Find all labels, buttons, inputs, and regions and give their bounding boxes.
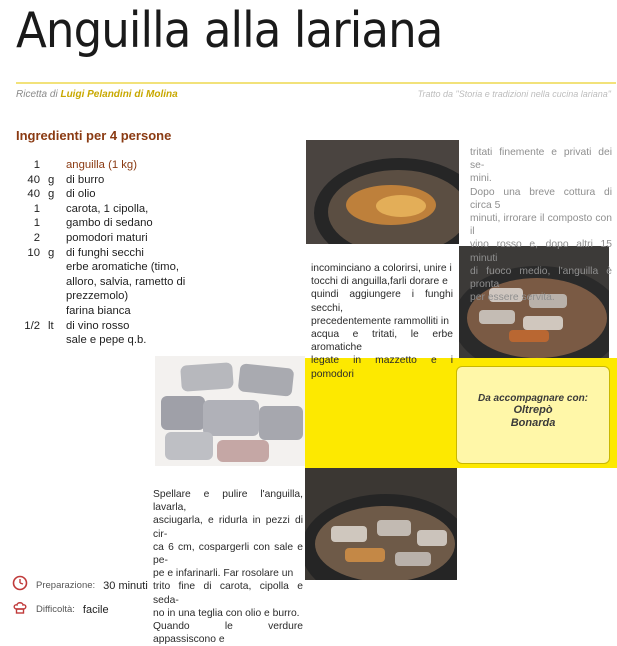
step-2-text xyxy=(311,262,453,381)
clock-icon xyxy=(12,575,28,596)
ingredient-unit xyxy=(48,260,66,275)
ingredient-row xyxy=(8,260,185,275)
pairing-label: Da accompagnare con: xyxy=(477,393,589,404)
step-2-line: precedentemente rammolliti in xyxy=(311,315,449,327)
ingredient-row xyxy=(8,319,185,334)
ingredient-text: erbe aromatiche (timo, xyxy=(66,261,180,274)
step-1-line: trito fine di carota, cipolla e seda- xyxy=(153,581,303,606)
step-3-line: mini. xyxy=(470,173,492,185)
ingredient-row xyxy=(8,289,185,304)
ingredient-text: alloro, salvia, rametto di xyxy=(66,275,186,288)
ingredient-row xyxy=(8,231,185,246)
step-1-line: pe e infarinarli. Far rosolare un xyxy=(153,568,294,580)
ingredient-quantity: 1 xyxy=(33,217,40,230)
step-2-line: incominciano a colorirsi, unire i xyxy=(311,263,452,274)
ingredients-title: Ingredienti per 4 persone xyxy=(16,128,172,143)
step-3-line: di fuoco medio, l'anguilla è pronta xyxy=(470,265,612,291)
ingredient-unit xyxy=(48,216,66,231)
difficulty xyxy=(12,599,109,620)
step-3-line: minuti, irrorare il composto con il xyxy=(470,213,612,238)
step-3-line: tritati finemente e privati dei se- xyxy=(470,147,612,172)
chef-hat-icon xyxy=(12,599,28,620)
difficulty-value: facile xyxy=(82,603,109,616)
pairing-box xyxy=(456,366,610,464)
ingredient-unit xyxy=(48,275,66,290)
ingredient-text: gambo di sedano xyxy=(66,217,153,230)
prep-time xyxy=(12,575,148,596)
ingredient-quantity: 2 xyxy=(33,231,40,244)
ingredient-text: di vino rosso xyxy=(66,319,130,332)
ingredient-unit xyxy=(48,158,66,173)
ingredient-text: di olio xyxy=(66,188,96,201)
ingredient-text: carota, 1 cipolla, xyxy=(66,202,149,215)
title-divider xyxy=(16,82,616,84)
recipe-title: Anguilla alla lariana xyxy=(16,2,443,59)
ingredient-unit xyxy=(48,289,66,304)
step-2-line: acqua e tritati, le erbe aromatiche xyxy=(311,329,453,354)
ingredient-unit: g xyxy=(48,173,55,186)
ingredient-quantity: 40 xyxy=(27,188,40,201)
step-1-line: Spellare e pulire l'anguilla, lavarla, xyxy=(153,489,303,514)
ingredient-row xyxy=(8,173,185,188)
ingredient-row xyxy=(8,158,185,173)
ingredient-text: sale e pepe q.b. xyxy=(66,334,147,347)
step-1-line: no in una teglia con olio e burro. xyxy=(153,607,300,619)
ingredient-text: prezzemolo) xyxy=(66,290,129,303)
ingredient-row xyxy=(8,304,185,319)
ingredient-unit: g xyxy=(48,188,55,201)
byline-prefix: Ricetta di xyxy=(16,89,58,100)
source-note: Tratto da "Storia e tradizioni nella cucina lariana" xyxy=(417,89,611,99)
step-3-line: per essere servita. xyxy=(470,292,555,304)
ingredient-quantity xyxy=(8,333,48,348)
step-1-line: asciugarla, e ridurla in pezzi di cir- xyxy=(153,515,303,540)
ingredient-quantity xyxy=(8,304,48,319)
ingredient-row xyxy=(8,246,185,261)
ingredient-quantity xyxy=(8,289,48,304)
ingredient-unit: lt xyxy=(48,319,54,332)
photo-pan-finished xyxy=(305,468,457,580)
author-name: Luigi Pelandini di Molina xyxy=(60,89,178,100)
ingredient-row xyxy=(8,333,185,348)
difficulty-label: Difficoltà: xyxy=(36,604,75,615)
ingredient-quantity: 1 xyxy=(33,202,40,215)
step-1-line: Quando le verdure appassiscono e xyxy=(153,621,303,646)
ingredient-unit xyxy=(48,304,66,319)
photo-raw-eel xyxy=(155,356,305,466)
step-1-text xyxy=(153,488,303,646)
ingredient-quantity: 10 xyxy=(27,246,40,259)
ingredient-unit xyxy=(48,333,66,348)
ingredient-text: pomodori maturi xyxy=(66,231,148,244)
photo-pan-vegetables xyxy=(306,140,459,244)
ingredient-quantity xyxy=(8,275,48,290)
wine-name-1: Oltrepò xyxy=(513,404,553,416)
step-3-text xyxy=(470,146,612,304)
prep-label: Preparazione: xyxy=(36,580,96,591)
ingredient-unit xyxy=(48,202,66,217)
step-2-line: legate in mazzetto e i pomodori xyxy=(311,355,453,380)
ingredient-quantity: 1/2 xyxy=(24,319,40,332)
ingredient-quantity xyxy=(8,260,48,275)
step-2-line: tocchi di anguilla,farli dorare e xyxy=(311,276,448,288)
recipe-byline xyxy=(16,89,178,100)
ingredients-list xyxy=(8,158,185,348)
ingredient-row xyxy=(8,187,185,202)
step-2-line: quindi aggiungere i funghi secchi, xyxy=(311,289,453,314)
ingredient-text: farina bianca xyxy=(66,304,131,317)
step-3-line: Dopo una breve cottura di circa 5 xyxy=(470,186,612,211)
ingredient-text: di funghi secchi xyxy=(66,246,144,259)
step-1-line: ca 6 cm, cospargerli con sale e pe- xyxy=(153,541,303,567)
ingredient-row xyxy=(8,202,185,217)
ingredient-quantity: 1 xyxy=(33,159,40,171)
ingredient-quantity: 40 xyxy=(27,173,40,186)
ingredient-text: anguilla (1 kg) xyxy=(66,159,137,171)
ingredient-unit: g xyxy=(48,246,55,259)
ingredient-unit xyxy=(48,231,66,246)
ingredient-row xyxy=(8,216,185,231)
ingredient-text: di burro xyxy=(66,173,105,186)
wine-name-2: Bonarda xyxy=(510,417,556,429)
prep-value: 30 minuti xyxy=(103,579,148,592)
ingredient-row xyxy=(8,275,185,290)
step-3-line: vino rosso e, dopo altri 15 minuti xyxy=(470,239,612,264)
